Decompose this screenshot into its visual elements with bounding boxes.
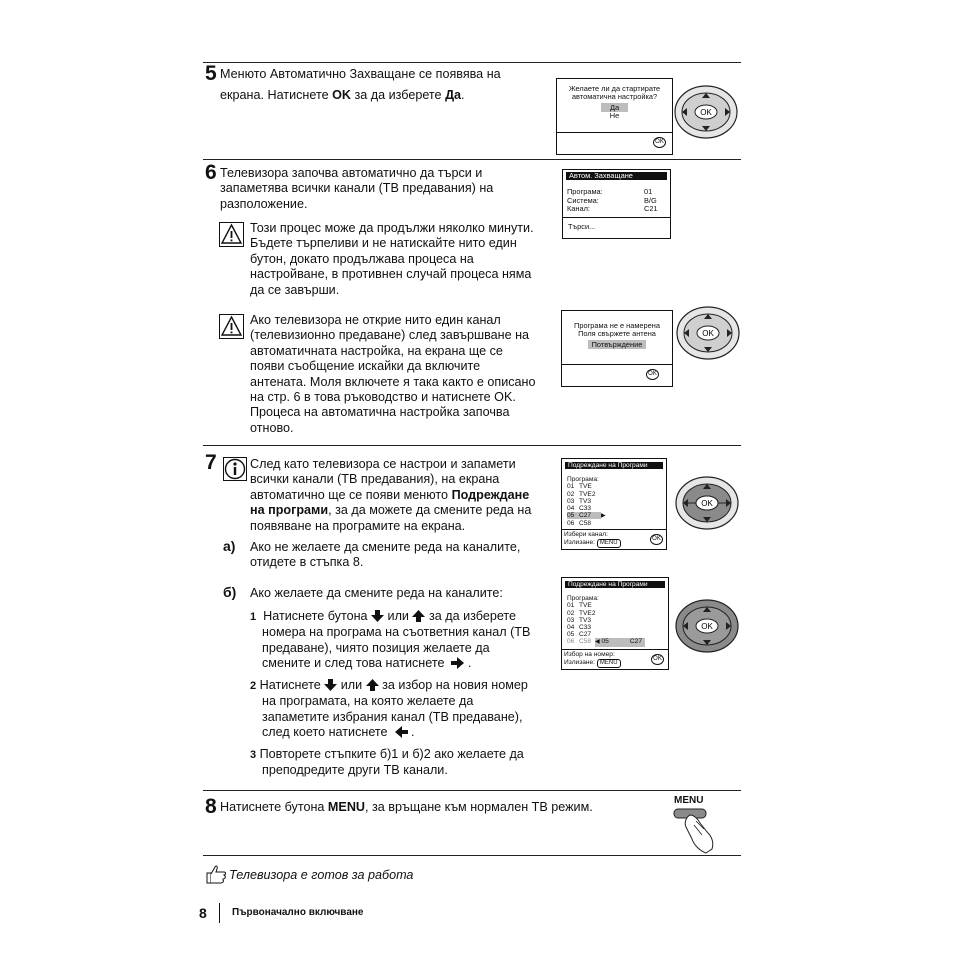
screen-row: Система: B/G xyxy=(567,195,657,205)
rule-final xyxy=(203,855,741,856)
screen-status: Търси... xyxy=(568,222,596,231)
screen-row-moving[interactable]: 06 C58 ◀ 05 C27 xyxy=(567,638,668,646)
screen-footer-1: Избор на номер: xyxy=(564,651,615,658)
rule-step6 xyxy=(203,159,741,160)
option-b-text: Ако желаете да смените реда на каналите: xyxy=(250,586,503,600)
screen-row: 01 TVE xyxy=(567,602,592,610)
screen-ok-badge: OK xyxy=(646,369,659,380)
remote-ok-label: OK xyxy=(700,108,712,117)
substep-b1: 1 Натиснете бутона или за да изберете номера на програма на съответния канал (ТВ предаване), чиято позиция желаете да смените и след това натиснете . xyxy=(250,609,531,671)
thumbs-up-hand-icon xyxy=(205,864,227,884)
option-a-text: Ако не желаете да смените реда на каналите, отидете в стъпка 8. xyxy=(250,540,521,570)
screen-program-sort-1 xyxy=(561,458,667,550)
screen-title: Подреждане на Програми xyxy=(565,462,663,469)
step-7-intro: След като телевизора се настрои и запамети всички канали (ТВ предавания), на екрана автоматично ще се появи менюто Подреждане на програми, за да можете да смените реда на появяване на програмите на екрана. xyxy=(250,457,532,533)
remote-arrow-pad-icon[interactable] xyxy=(674,598,740,654)
screen-option-no[interactable]: Не xyxy=(609,111,620,121)
page-number: 8 xyxy=(199,905,207,921)
screen-title: Подреждане на Програми xyxy=(565,581,665,588)
rule-step7 xyxy=(203,445,741,446)
arrow-left-icon xyxy=(395,726,408,738)
screen-row: 04 C33 xyxy=(567,505,592,513)
arrow-up-icon xyxy=(412,610,425,622)
step-5-text xyxy=(220,67,550,104)
screen-head: Програма: xyxy=(567,476,599,484)
step-6-text xyxy=(220,166,550,212)
screen-row-selected[interactable]: 05 C27 ▶ xyxy=(567,512,606,520)
screen-row: 03 TV3 xyxy=(567,497,592,505)
rule-step8 xyxy=(203,790,741,791)
remote-arrow-pad-icon[interactable] xyxy=(675,305,741,361)
screen-title: Автом. Захващане xyxy=(566,172,667,180)
step-7-number: 7 xyxy=(205,451,217,474)
step-6-line: запаметява всички канали (ТВ предавания) на xyxy=(220,181,494,196)
screen-message-line1: Програма не е намерена xyxy=(574,321,660,330)
warning-text-1: Този процес може да продължи няколко минути. Бъдете търпеливи и не натискайте нито един бутон, докато продължава процеса на настройване, в противнен случай процеса няма да се завърши. xyxy=(250,221,534,297)
screen-row: 04 C33 xyxy=(567,624,592,632)
screen-row: 03 TV3 xyxy=(567,616,592,624)
option-b-label: б) xyxy=(223,584,237,600)
svg-text:OK: OK xyxy=(702,329,714,338)
screen-row: Програма: 01 xyxy=(567,187,653,197)
warning-icon xyxy=(219,222,244,247)
screen-row: 02 TVE2 xyxy=(567,490,596,498)
step-5-line1: Менюто Автоматично Захващане се появява на xyxy=(220,67,501,81)
screen-program-sort-2 xyxy=(561,577,669,670)
arrow-down-icon xyxy=(371,610,384,622)
screen-row: 01 TVE xyxy=(567,483,592,491)
menu-badge: MENU xyxy=(597,539,621,548)
svg-text:OK: OK xyxy=(701,499,713,508)
screen-no-program-found xyxy=(561,310,673,387)
substep-b3: 3 Повторете стъпките б)1 и б)2 ако желаете да преподредите други ТВ канали. xyxy=(250,747,524,778)
step-6-line: разположение. xyxy=(220,196,308,211)
step-5-number: 5 xyxy=(205,62,217,85)
step-8-number: 8 xyxy=(205,795,217,818)
screen-ok-badge: OK xyxy=(651,654,664,665)
final-note: Телевизора е готов за работа xyxy=(229,868,414,882)
menu-button-label: MENU xyxy=(674,795,704,806)
warning-icon xyxy=(219,314,244,339)
option-a-label: а) xyxy=(223,538,236,554)
step-6-line: Телевизора започва автоматично да търси и xyxy=(220,166,483,180)
remote-arrow-pad-icon[interactable] xyxy=(674,475,740,531)
arrow-up-icon xyxy=(366,679,379,691)
screen-footer-1: Избери канал: xyxy=(564,531,608,538)
hand-pressing-menu-button-icon[interactable] xyxy=(672,807,720,855)
screen-row: 05 C27 xyxy=(567,631,592,639)
step-6-number: 6 xyxy=(205,161,217,184)
screen-row: 06 C58 xyxy=(567,520,592,528)
warning-text-2: Ако телевизора не открие нито един канал (телевизионно предаване) след завършване на автоматичната настройка, на екрана ще се появи съобщение искайки да включите антената. Моля включете я така както е описано на стр. 6 в това ръководство и натиснете OK. Процеса на автоматична настройка започва отново. xyxy=(250,313,536,435)
step-5-line2: екрана. Натиснете OK за да изберете Да. xyxy=(220,88,465,103)
menu-badge: MENU xyxy=(597,659,621,668)
svg-text:OK: OK xyxy=(701,622,713,631)
screen-ok-badge: OK xyxy=(650,534,663,545)
step-8-text: Натиснете бутона MENU, за връщане към нормален ТВ режим. xyxy=(220,800,593,814)
screen-footer-2: Излизане: xyxy=(564,539,596,546)
footer-divider xyxy=(219,903,220,923)
screen-message-line2: Поля свържете антена xyxy=(578,329,656,339)
screen-question-line1: Желаете ли да стартирате xyxy=(568,84,661,93)
screen-footer-2: Излизане: xyxy=(564,659,596,666)
arrow-right-icon xyxy=(451,657,464,669)
remote-arrow-pad-icon[interactable] xyxy=(673,84,739,140)
screen-auto-tune-progress xyxy=(562,169,671,239)
arrow-down-icon xyxy=(324,679,337,691)
screen-question-line2: автоматична настройка? xyxy=(571,92,658,102)
screen-confirm-option[interactable]: Потвърждение xyxy=(588,340,647,349)
screen-option-yes[interactable]: Да xyxy=(601,103,628,112)
rule-top xyxy=(203,62,741,63)
screen-ok-badge: OK xyxy=(653,137,666,148)
substep-b2: 2 Натиснете или за избор на новия номер на програмата, на която желаете да запаметите избрания канал (ТВ предаване), след което натиснете . xyxy=(250,678,528,740)
section-title: Първоначално включване xyxy=(232,907,364,918)
screen-row: Канал: C21 xyxy=(567,204,658,214)
screen-head: Програма: xyxy=(567,595,599,603)
screen-row: 02 TVE2 xyxy=(567,609,596,617)
info-icon xyxy=(223,457,247,481)
screen-auto-tune-confirm xyxy=(556,78,673,155)
